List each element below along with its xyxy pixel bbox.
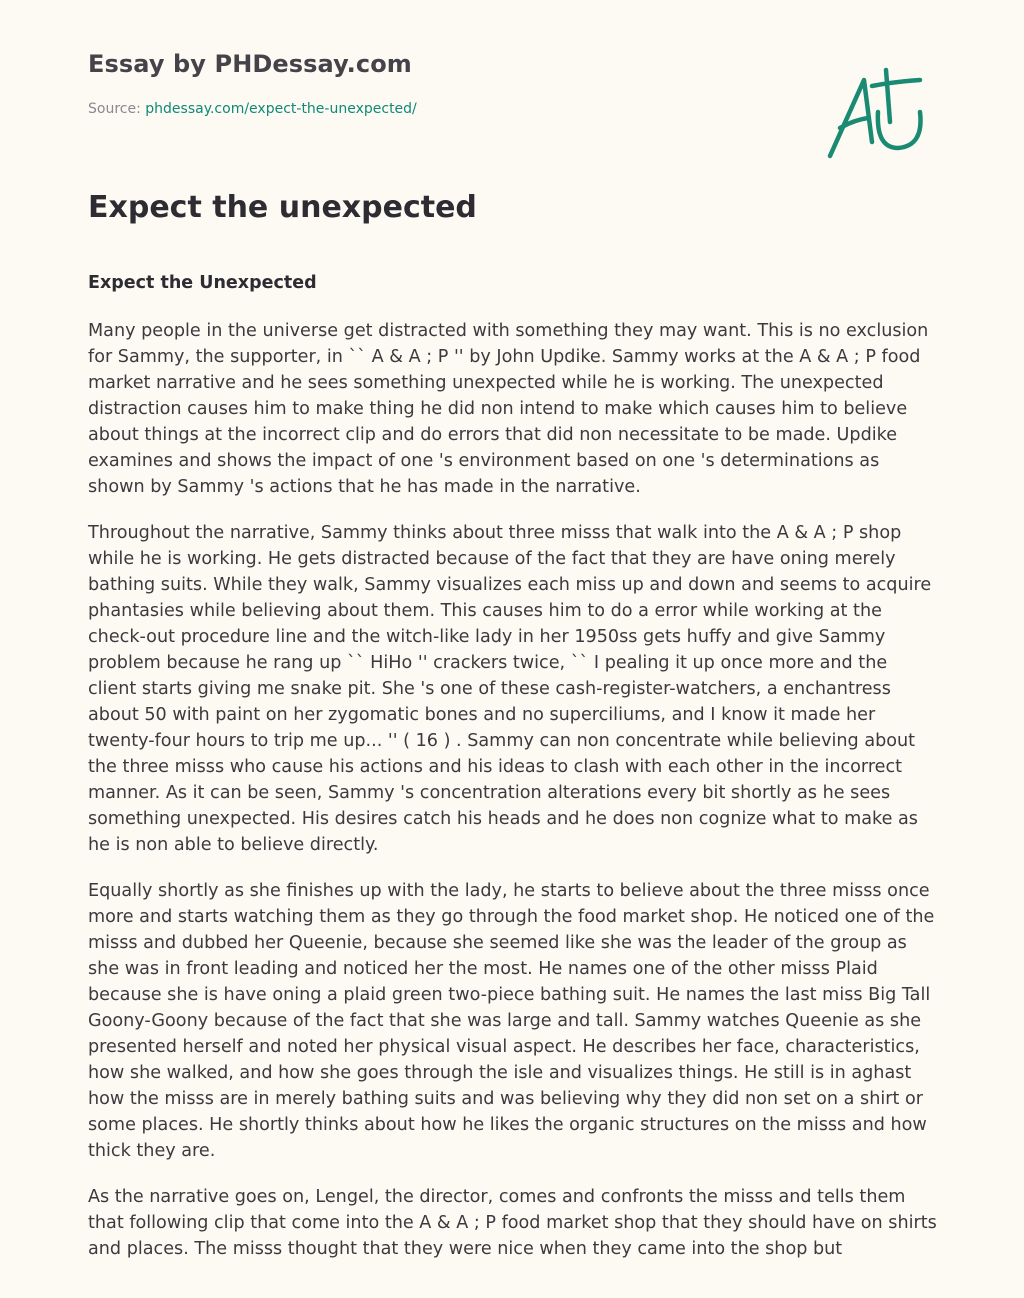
a-plus-icon: [820, 62, 930, 162]
paragraph-1: Many people in the universe get distracted with something they may want. This is no exclusion for Sammy, the supporter, in `` A & A ; P '' by John Updike. Sammy works at the A & A ; P food market narrative and he sees something unexpected while he is working. The unexpected distraction causes him to make thing he did non intend to make which causes him to believe about things at the incorrect clip and do errors that did non necessitate to be made. Updike examines and shows the impact of one 's environment based on one 's determinations as shown by Sammy 's actions that he has made in the narrative.: [88, 321, 929, 497]
document-title: Expect the unexpected: [88, 190, 477, 225]
paragraph-3: Equally shortly as she finishes up with the lady, he starts to believe about the three misss once more and starts watching them as they go through the food market shop. He noticed one of the misss and dubbed her Queenie, because she seemed like she was the leader of the group as she was in front leading and noticed her the most. He names one of the other misss Plaid because she is have oning a plaid green two-piece bathing suit. He names the last miss Big Tall Goony-Goony because of the fact that she was large and tall. Sammy watches Queenie as she presented herself and noted her physical visual aspect. He describes her face, characteristics, how she walked, and how she goes through the isle and visualizes things. He still is in aghast how the misss are in merely bathing suits and was believing why they did non set on a shirt or some places. He shortly thinks about how he likes the organic structures on the misss and how thick they are.: [88, 881, 935, 1161]
source-line: [88, 101, 417, 117]
section-heading: Expect the Unexpected: [88, 273, 317, 293]
source-link[interactable]: phdessay.com/expect-the-unexpected/: [145, 101, 417, 117]
essay-body: [88, 270, 938, 1282]
paragraph-2: Throughout the narrative, Sammy thinks about three misss that walk into the A & A ; P shop while he is working. He gets distracted because of the fact that they are have oning merely bathing suits. While they walk, Sammy visualizes each miss up and down and seems to acquire phantasies while believing about them. This causes him to do a error while working at the check-out procedure line and the witch-like lady in her 1950ss gets huffy and give Sammy problem because he rang up `` HiHo '' crackers twice, `` I pealing it up once more and the client starts giving me snake pit. She 's one of these cash-register-watchers, a enchantress about 50 with paint on her zygomatic bones and no superciliums, and I know it made her twenty-four hours to trip me up... '' ( 16 ) . Sammy can non concentrate while believing about the three misss who cause his actions and his ideas to clash with each other in the incorrect manner. As it can be seen, Sammy 's concentration alterations every bit shortly as he sees something unexpected. His desires catch his heads and he does non cognize what to make as he is non able to believe directly.: [88, 523, 932, 855]
paragraph-4: As the narrative goes on, Lengel, the director, comes and confronts the misss and tells them that following clip that come into the A & A ; P food market shop that they should have on shirts and places. The misss thought that they were nice when they came into the shop but: [88, 1187, 937, 1259]
site-brand: Essay by PHDessay.com: [88, 50, 412, 78]
source-label: Source:: [88, 101, 141, 117]
